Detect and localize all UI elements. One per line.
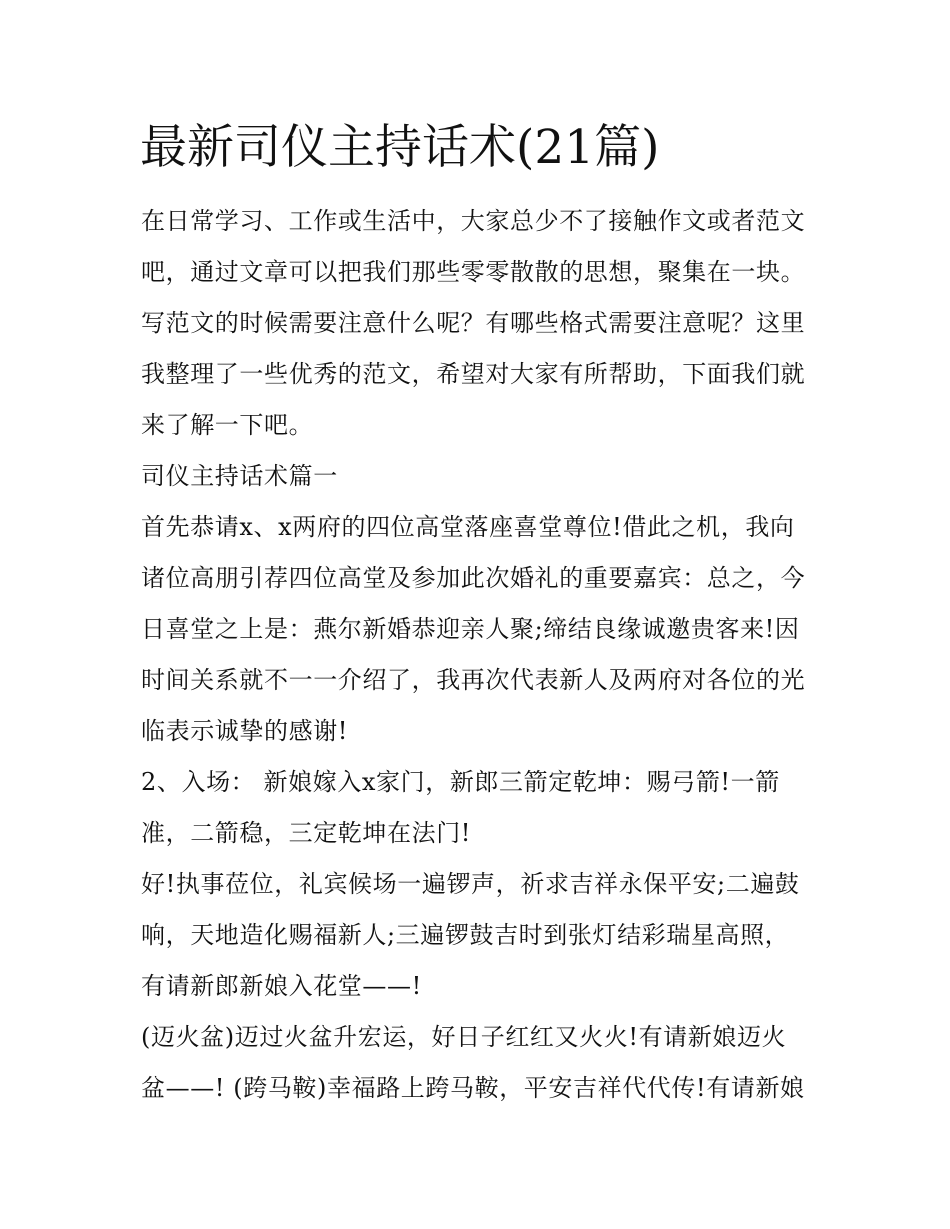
document-body [141,196,841,1114]
paragraph-line: 有请新郎新娘入花堂——! [141,972,422,1000]
document-title: 最新司仪主持话术(21篇) [140,120,660,175]
section-heading: 司仪主持话术篇一 [141,462,338,490]
paragraph-line: 我整理了一些优秀的范文，希望对大家有所帮助，下面我们就 [141,360,806,388]
paragraph-line: 来了解一下吧。 [141,411,314,439]
paragraph-line: 在日常学习、工作或生活中，大家总少不了接触作文或者范文 [141,207,806,235]
paragraph-line: 日喜堂之上是：燕尔新婚恭迎亲人聚;缔结良缘诚邀贵客来!因 [141,615,800,643]
paragraph-line: 好!执事莅位，礼宾候场一遍锣声，祈求吉祥永保平安;二遍鼓 [141,870,800,898]
paragraph-line: 时间关系就不一一介绍了，我再次代表新人及两府对各位的光 [141,666,806,694]
paragraph-line: 吧，通过文章可以把我们那些零零散散的思想，聚集在一块。 [141,258,806,286]
paragraph-line: 准，二箭稳，三定乾坤在法门! [141,819,472,847]
paragraph-line: (迈火盆)迈过火盆升宏运，好日子红红又火火!有请新娘迈火 [141,1023,787,1051]
paragraph-line: 诸位高朋引荐四位高堂及参加此次婚礼的重要嘉宾：总之，今 [141,564,806,592]
paragraph-line: 2、入场： 新娘嫁入x家门，新郎三箭定乾坤：赐弓箭!一箭 [141,768,780,796]
paragraph-line: 写范文的时候需要注意什么呢？有哪些格式需要注意呢？这里 [141,309,806,337]
paragraph-line: 盆——! (跨马鞍)幸福路上跨马鞍，平安吉祥代代传!有请新娘 [141,1074,805,1102]
paragraph-line: 临表示诚挚的感谢! [141,717,349,745]
paragraph-line: 响，天地造化赐福新人;三遍锣鼓吉时到张灯结彩瑞星高照， [141,921,790,949]
paragraph-line: 首先恭请x、x两府的四位高堂落座喜堂尊位!借此之机，我向 [141,513,795,541]
